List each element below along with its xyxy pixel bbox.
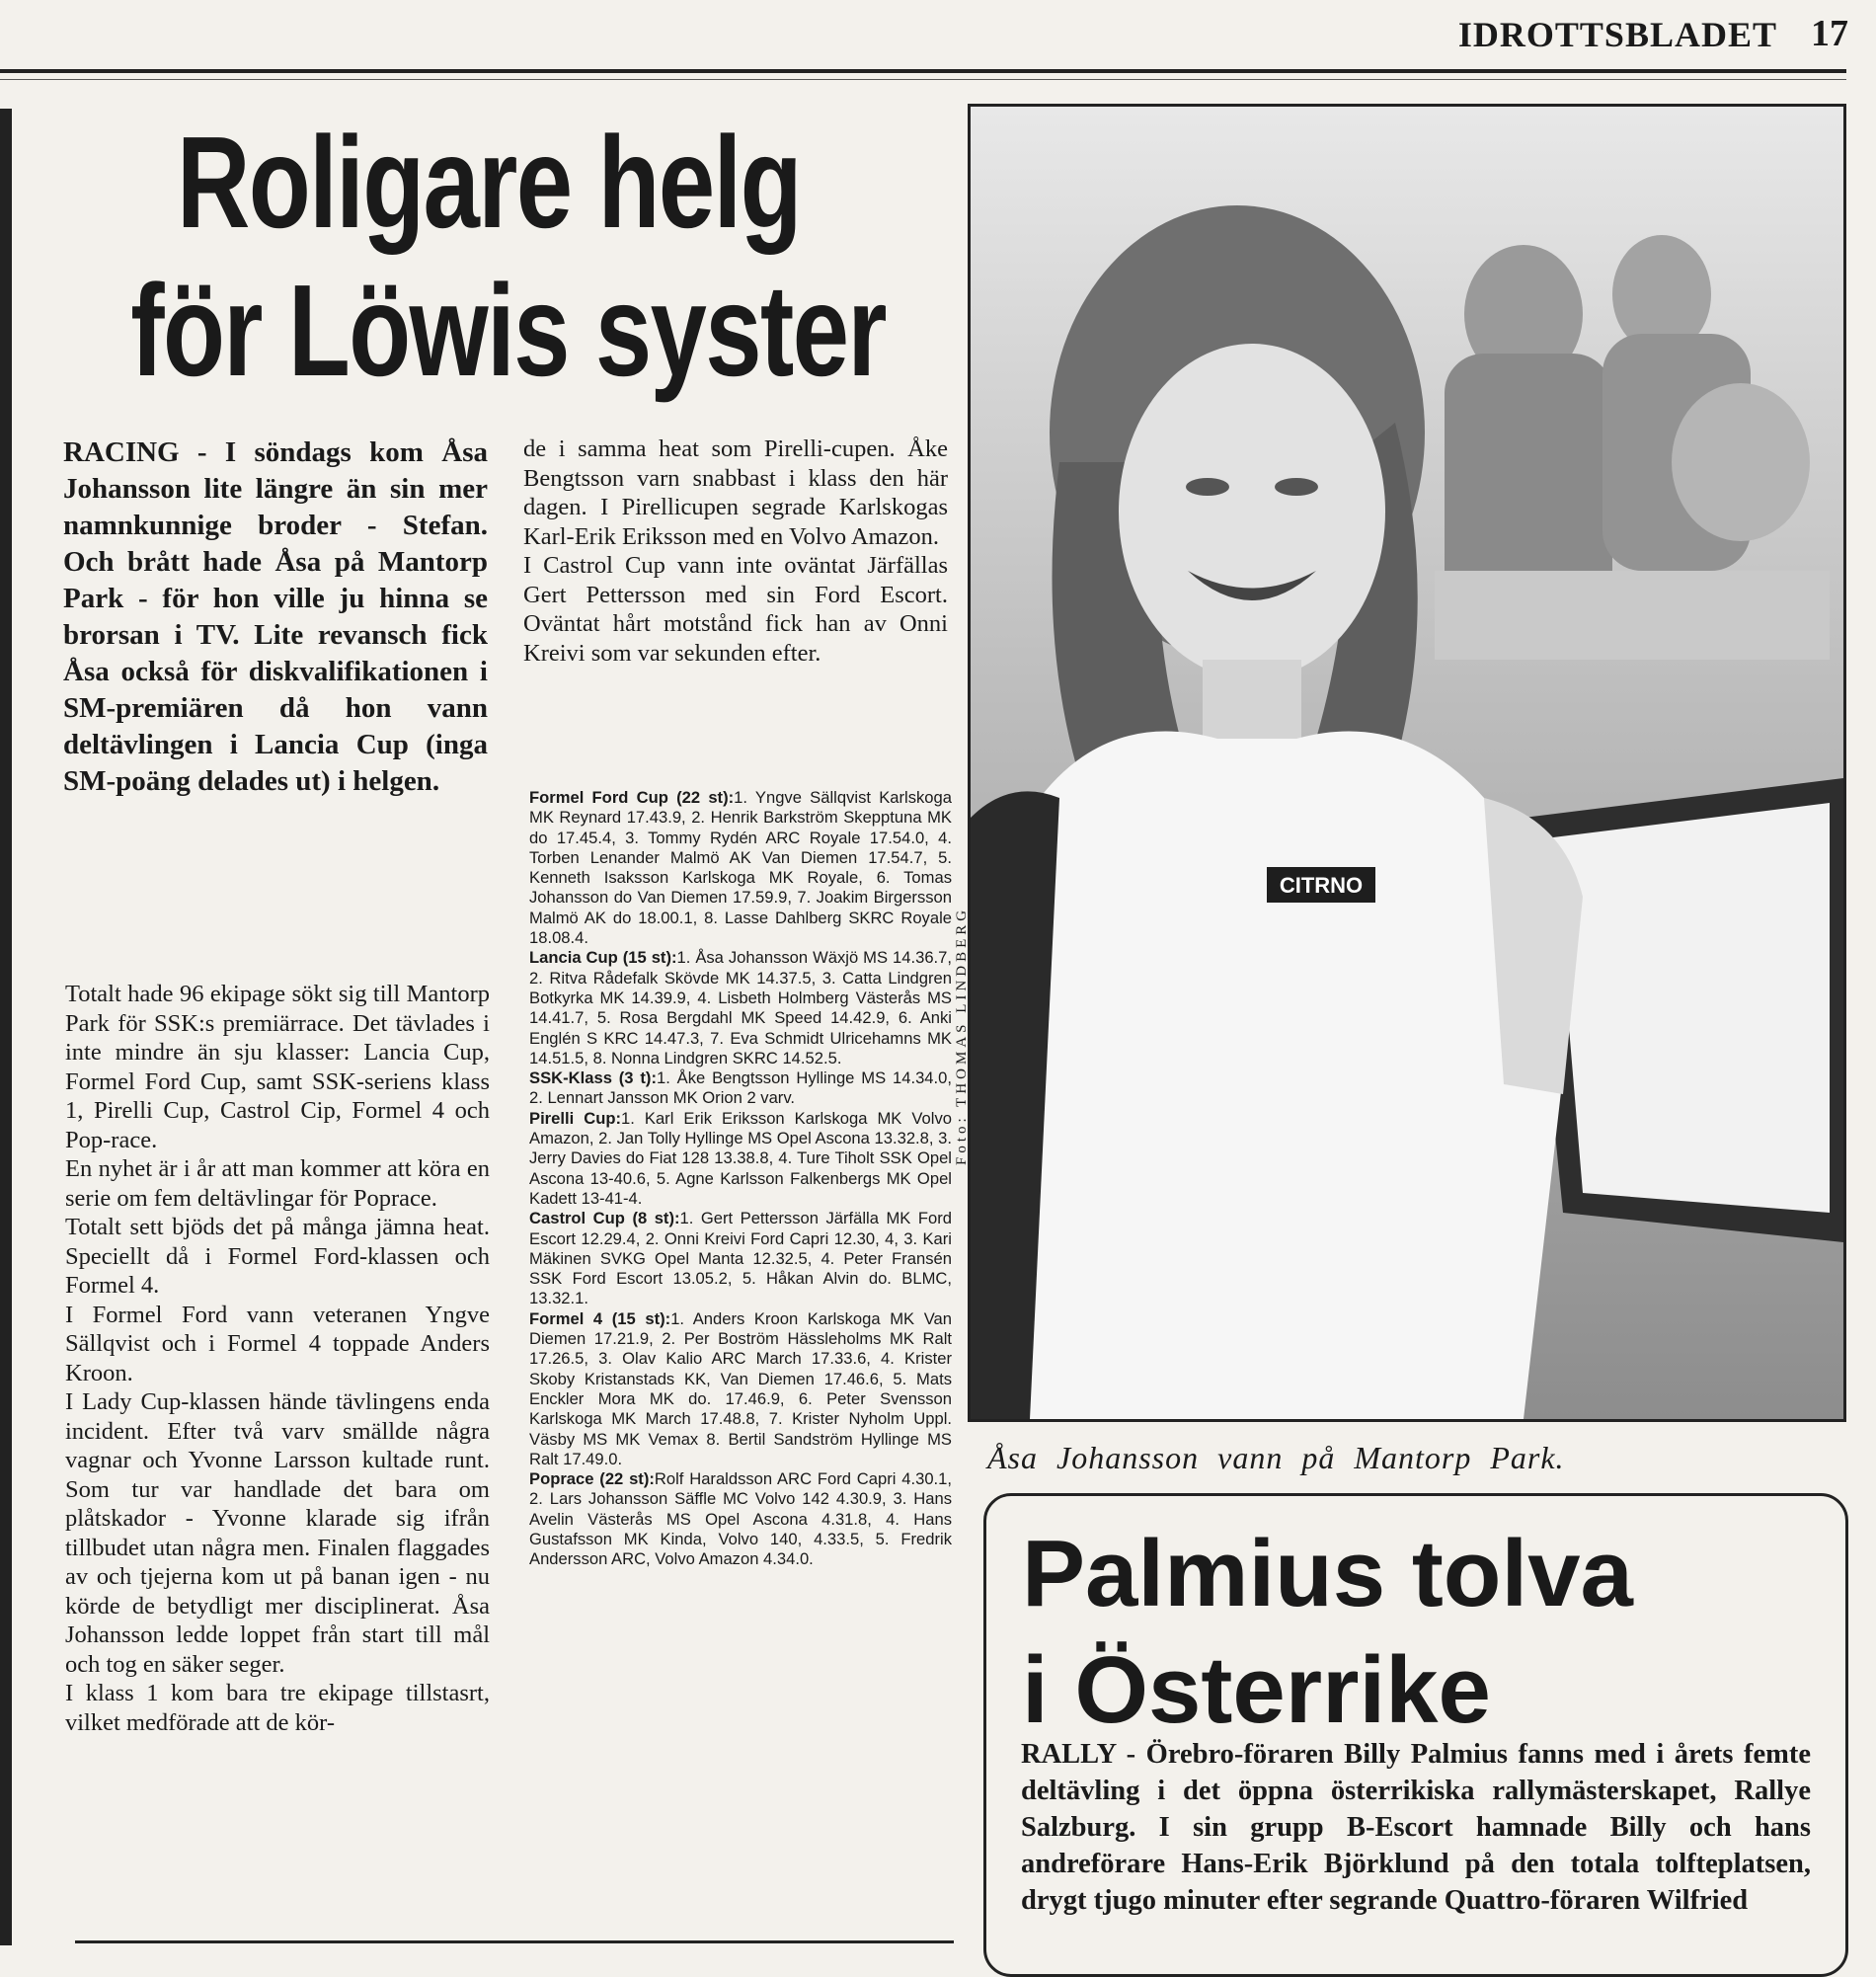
bottom-rule bbox=[75, 1940, 954, 1943]
headline2-line-1: Palmius tolva bbox=[1022, 1521, 1633, 1626]
result-class: Formel Ford Cup (22 st): bbox=[529, 788, 735, 807]
masthead bbox=[0, 0, 1876, 79]
photo-caption: Åsa Johansson vann på Mantorp Park. bbox=[987, 1440, 1565, 1475]
result-text: 1. Anders Kroon Karlskoga MK Van Diemen 17.21.9, 2. Per Boström Hässleholms MK Ralt 17.26.5, 3. Olav Kalio ARC March 17.33.6, 4. Krister Skoby Kristanstads KK, Van Diemen 17.46.6, 5. Mats Enckler Mora MK do. 17.46.9, 6. Peter Svensson Karlskoga MK March 17.48.8, 7. Krister Nyholm Uppl. Väsby MS MK Vemax 8. Bertil Sandström Hyllinge MS Ralt 17.49.0. bbox=[529, 1308, 952, 1468]
result-entry bbox=[529, 788, 952, 948]
article2-paragraph: RALLY - Örebro-föraren Billy Palmius fanns med i årets femte deltävling i det öppna österrikiska rallymästerskapet, Rallye Salzburg. I sin grupp B-Escort hamnade Billy och hans andreförare Hans-Erik Björklund på den totala tolfteplatsen, drygt tjugo minuter efter segrande Quattro-föraren Wilfried bbox=[1021, 1739, 1811, 1916]
headline2-line-2: i Österrike bbox=[1022, 1637, 1491, 1743]
result-text: 1. Gert Pettersson Järfälla MK Ford Escort 12.29.4, 2. Onni Kreivi Ford Capri 12.30, 4, 3. Kari Mäkinen SVKG Opel Manta 12.32.5, 4. Peter Fransén SSK Ford Escort 13.05.2, 5. Håkan Alvin do. BLMC, 13.32.1. bbox=[529, 1209, 952, 1308]
article2-body bbox=[1021, 1736, 1811, 1919]
article-column-1 bbox=[65, 980, 490, 1737]
result-text: Rolf Haraldsson ARC Ford Capri 4.30.1, 2. Lars Johansson Säffle MC Volvo 142 4.30.9, 3. Hans Avelin Västerås MS Opel Ascona 4.31.8, 4. Hans Gustafsson MK Kinda, Volvo 140, 4.33.5, 5. Fredrik Andersson ARC, Volvo Amazon 4.34.0. bbox=[529, 1469, 952, 1569]
paragraph: de i samma heat som Pirelli-cupen. Åke Bengtsson varn snabbast i klass den här dagen. I Pirellicupen segrade Karlskogas Karl-Erik Eriksson med en Volvo Amazon. bbox=[523, 435, 948, 550]
result-entry bbox=[529, 1469, 952, 1569]
result-class: Poprace (22 st): bbox=[529, 1469, 655, 1489]
race-results bbox=[529, 788, 952, 1570]
result-text: 1. Åke Bengtsson Hyllinge MS 14.34.0, 2. Lennart Jansson MK Orion 2 varv. bbox=[529, 1068, 952, 1108]
paragraph: I Formel Ford vann veteranen Yngve Sällqvist och i Formel 4 toppade Anders Kroon. bbox=[65, 1301, 490, 1386]
paragraph: Totalt hade 96 ekipage sökt sig till Mantorp Park för SSK:s premiärrace. Det tävlades i inte mindre än sju klasser: Lancia Cup, Formel Ford Cup, samt SSK-seriens klass 1, Pirelli Cup, Castrol Cip, Formel 4 och Pop-race. bbox=[65, 981, 490, 1153]
result-text: 1. Yngve Sällqvist Karlskoga MK Reynard 17.43.9, 2. Henrik Barkström Skepptuna MK do 17.45.4, 3. Tommy Rydén ARC Royale 17.54.0, 4. Torben Lenander Malmö AK Van Diemen 17.54.7, 5. Kenneth Isaksson Karlskoga MK Royale, 6. Tomas Johansson do Van Diemen 17.59.9, 7. Joakim Birgersson Malmö AK do 18.00.1, 8. Lasse Dahlberg SKRC Royale 18.08.4. bbox=[529, 788, 952, 948]
result-text: 1. Åsa Johansson Wäxjö MS 14.36.7, 2. Ritva Rådefalk Skövde MK 14.37.5, 3. Catta Lindgren Botkyrka MK 14.39.9, 4. Lisbeth Holmberg Västerås MS 14.41.7, 5. Rosa Bergdahl MK Speed 14.42.9, 6. Anki Englén S KRC 14.47.3, 7. Eva Schmidt Ulricehamns MK 14.51.5, 8. Nonna Lindgren SKRC 14.52.5. bbox=[529, 948, 952, 1068]
article-column-2 bbox=[523, 435, 948, 668]
result-class: Lancia Cup (15 st): bbox=[529, 948, 677, 968]
lead-paragraph: RACING - I söndags kom Åsa Johansson lite längre än sin mer namnkunnige broder - Stefan. Och brått hade Åsa på Mantorp Park - för hon ville ju hinna se brorsan i TV. Lite revansch fick Åsa också för diskvalifikationen i SM-premiären då hon vann deltävlingen i Lancia Cup (inga SM-poäng delades ut) i helgen. bbox=[63, 436, 488, 797]
paragraph: I klass 1 kom bara tre ekipage tillstasrt, vilket medförade att de kör- bbox=[65, 1680, 490, 1736]
result-text: 1. Karl Erik Eriksson Karlskoga MK Volvo Amazon, 2. Jan Tolly Hyllinge MS Opel Ascona 13.32.8, 3. Jerry Davies do Fiat 128 13.38.8, 4. Ture Tiholt SSK Opel Ascona 13-40.6, 5. Agne Karlsson Falkenbergs MK Opel Kadett 13-41-4. bbox=[529, 1108, 952, 1208]
news-photo bbox=[968, 104, 1846, 1422]
photo-illustration bbox=[971, 107, 1843, 1419]
result-class: SSK-Klass (3 t): bbox=[529, 1068, 657, 1088]
headline-line-1: Roligare helg bbox=[177, 110, 801, 255]
photo-credit: Foto: THOMAS LINDBERG bbox=[954, 906, 970, 1165]
result-entry bbox=[529, 1109, 952, 1209]
result-class: Formel 4 (15 st): bbox=[529, 1308, 671, 1328]
newspaper-name: IDROTTSBLADET bbox=[1457, 15, 1777, 54]
paragraph: I Castrol Cup vann inte oväntat Järfällas Gert Pettersson med sin Ford Escort. Oväntat hårt motstånd fick han av Onni Kreivi som var sekunden efter. bbox=[523, 552, 948, 667]
paragraph: I Lady Cup-klassen hände tävlingens enda incident. Efter två varv smällde några vagnar och Yvonne Larsson kultade runt. Som tur var handlade det bara om plåtskador - Yvonne klarade sig ifrån tillbudet utan några men. Finalen flaggades av och tjejerna kom ut på banan igen - nu körde de betydligt mer disciplinerat. Åsa Johansson ledde loppet från start till mål och tog en säker seger. bbox=[65, 1388, 490, 1678]
result-entry bbox=[529, 1209, 952, 1308]
top-rule-thin bbox=[0, 79, 1846, 80]
result-entry bbox=[529, 948, 952, 1068]
shirt-logo-text: CITRNO bbox=[1279, 873, 1364, 898]
top-rule bbox=[0, 69, 1846, 73]
article-headline bbox=[130, 109, 886, 425]
article-left-border bbox=[0, 109, 12, 1945]
page-number: 17 bbox=[1811, 13, 1848, 54]
result-class: Castrol Cup (8 st): bbox=[529, 1209, 680, 1228]
headline-line-2: för Löwis syster bbox=[130, 258, 886, 403]
result-entry bbox=[529, 1068, 952, 1109]
paragraph: En nyhet är i år att man kommer att köra en serie om fem deltävlingar för Poprace. bbox=[65, 1155, 490, 1212]
result-entry bbox=[529, 1309, 952, 1469]
article-lead bbox=[63, 435, 488, 800]
result-class: Pirelli Cup: bbox=[529, 1108, 622, 1128]
article2-headline bbox=[1022, 1516, 1832, 1749]
paragraph: Totalt sett bjöds det på många jämna heat. Speciellt då i Formel Ford-klassen och Formel 4. bbox=[65, 1214, 490, 1299]
